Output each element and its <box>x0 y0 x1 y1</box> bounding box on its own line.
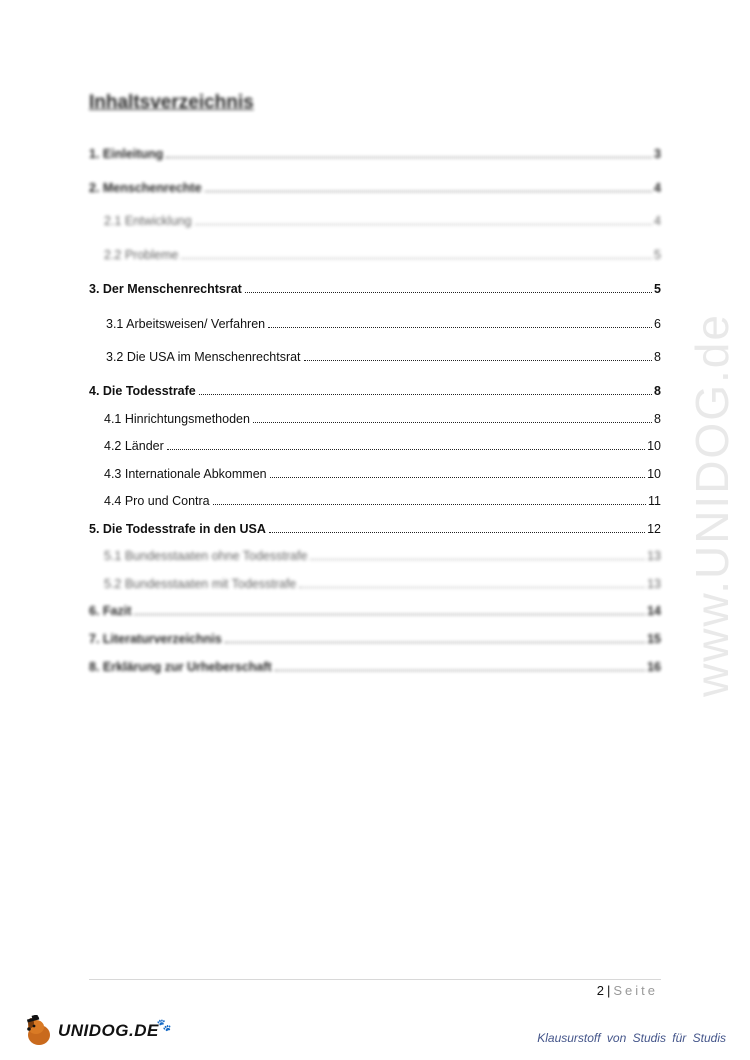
toc-page: 4 <box>654 214 661 228</box>
toc-label: 5. Die Todesstrafe in den USA <box>89 522 266 536</box>
toc-row-3[interactable] <box>89 276 661 297</box>
toc-page: 8 <box>654 350 661 364</box>
footer-divider <box>89 979 661 980</box>
toc-leader <box>269 516 645 533</box>
toc-label: 4.4 Pro und Contra <box>104 494 210 508</box>
toc-page: 10 <box>647 467 661 481</box>
toc-row-7[interactable] <box>89 626 661 647</box>
toc-leader <box>270 461 645 478</box>
toc-label: 8. Erklärung zur Urheberschaft <box>89 660 272 674</box>
toc-leader <box>166 141 652 158</box>
toc-leader <box>134 598 645 615</box>
toc-row-3-1[interactable] <box>106 311 661 332</box>
toc-row-6[interactable] <box>89 598 661 619</box>
toc-label: 3. Der Menschenrechtsrat <box>89 282 242 296</box>
toc-row-4-3[interactable] <box>104 461 661 482</box>
toc-label: 6. Fazit <box>89 604 132 618</box>
toc-leader <box>181 242 652 259</box>
toc-row-4-4[interactable] <box>104 488 661 509</box>
toc-leader <box>275 654 645 671</box>
page-number <box>597 983 658 998</box>
toc-label: 7. Literaturverzeichnis <box>89 632 222 646</box>
toc-row-2-2[interactable] <box>104 242 661 263</box>
toc-label: 4.3 Internationale Abkommen <box>104 467 267 481</box>
toc-row-5[interactable] <box>89 516 661 537</box>
toc-page: 4 <box>654 181 661 195</box>
toc-leader <box>199 378 652 395</box>
toc-leader <box>225 626 645 643</box>
toc-page: 5 <box>654 248 661 262</box>
toc-page: 6 <box>654 317 661 331</box>
toc-row-4-1[interactable] <box>104 406 661 427</box>
toc-leader <box>213 488 646 505</box>
toc-label: 2.1 Entwicklung <box>104 214 192 228</box>
toc-label: 1. Einleitung <box>89 147 164 161</box>
toc-row-2[interactable] <box>89 175 661 196</box>
toc-label: 4.2 Länder <box>104 439 164 453</box>
toc-label: 3.2 Die USA im Menschenrechtsrat <box>106 350 301 364</box>
toc-row-1[interactable] <box>89 141 661 162</box>
page-word: Seite <box>613 983 658 998</box>
toc-leader <box>205 175 653 192</box>
dog-mascot-icon <box>22 1015 56 1047</box>
page-number-separator: | <box>606 983 611 998</box>
toc-leader <box>299 571 645 588</box>
slogan: Klausurstoff von Studis für Studis <box>537 1031 726 1045</box>
toc-row-2-1[interactable] <box>104 208 661 229</box>
brand-logo[interactable] <box>22 1015 172 1047</box>
toc-page: 12 <box>647 522 661 536</box>
toc-leader <box>253 406 652 423</box>
toc-leader <box>304 344 653 361</box>
toc-page: 16 <box>647 660 661 674</box>
toc-page: 10 <box>647 439 661 453</box>
toc-row-3-2[interactable] <box>106 344 661 365</box>
toc-row-5-2[interactable] <box>104 571 661 592</box>
toc-label: 3.1 Arbeitsweisen/ Verfahren <box>106 317 266 331</box>
toc-page: 5 <box>654 282 661 296</box>
toc-page: 8 <box>654 412 661 426</box>
toc-label: 5.2 Bundesstaaten mit Todesstrafe <box>104 577 297 591</box>
toc-page: 3 <box>654 147 661 161</box>
toc-row-5-1[interactable] <box>104 543 661 564</box>
paw-icon: 🐾 <box>156 1018 172 1032</box>
toc-row-4-2[interactable] <box>104 433 661 454</box>
toc-leader <box>167 433 645 450</box>
toc-label: 5.1 Bundesstaaten ohne Todesstrafe <box>104 549 308 563</box>
toc-label: 2. Menschenrechte <box>89 181 202 195</box>
toc-leader <box>195 208 652 225</box>
toc-leader <box>245 276 652 293</box>
toc-label: 4.1 Hinrichtungsmethoden <box>104 412 250 426</box>
page-number-value: 2 <box>596 983 604 998</box>
toc-leader <box>268 311 652 328</box>
watermark: www.UNIDOG.de <box>686 313 738 697</box>
toc-label: 4. Die Todesstrafe <box>89 384 196 398</box>
toc-page: 8 <box>654 384 661 398</box>
toc-page: 15 <box>647 632 661 646</box>
toc-label: 2.2 Probleme <box>104 248 179 262</box>
toc-page: 13 <box>647 577 661 591</box>
brand-logo-text: UNIDOG.DE <box>58 1021 159 1040</box>
toc-row-8[interactable] <box>89 654 661 675</box>
toc-row-4[interactable] <box>89 378 661 399</box>
toc-page: 13 <box>647 549 661 563</box>
toc-leader <box>310 543 645 560</box>
toc-page: 11 <box>648 494 661 508</box>
toc-page: 14 <box>647 604 661 618</box>
page-title: Inhaltsverzeichnis <box>89 92 254 113</box>
